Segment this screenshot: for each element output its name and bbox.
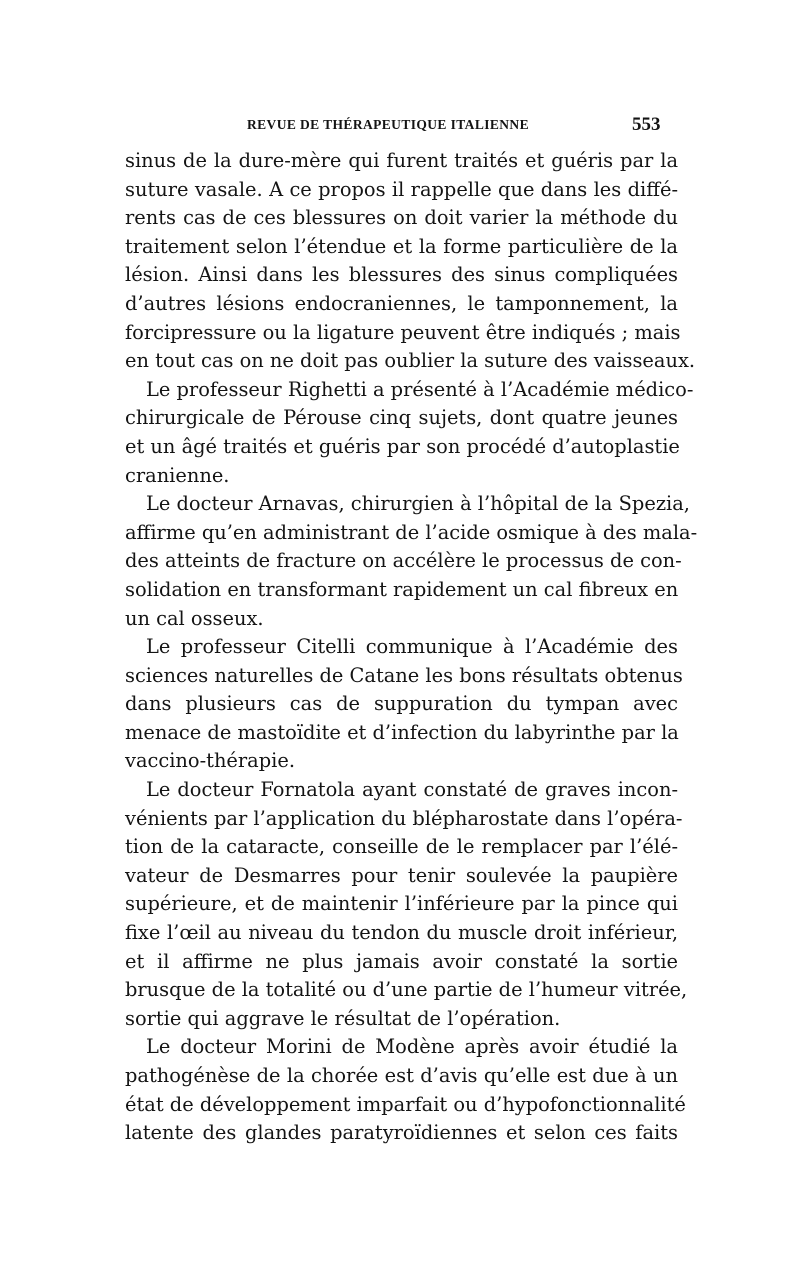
paragraph-first-line: Le docteur Morini de Modène après avoir étudié la (146, 1035, 678, 1059)
text-line: dans plusieurs cas de suppuration du tympan avec (125, 692, 678, 716)
text-line: traitement selon l’étendue et la forme particulière de la (125, 234, 678, 258)
text-line: pathogénèse de la chorée est d’avis qu’elle est due à un (125, 1064, 678, 1087)
text-line: des atteints de fracture on accélère le processus de con- (125, 549, 682, 573)
text-line: suture vasale. A ce propos il rappelle que dans les diffé- (125, 177, 678, 201)
text-line: d’autres lésions endocraniennes, le tamponnement, la (125, 291, 678, 315)
paragraph-last-line: un cal osseux. (125, 606, 264, 630)
text-line: menace de mastoïdite et d’infection du labyrinthe par la (125, 720, 679, 744)
text-line: fixe l’œil au niveau du tendon du muscle droit inférieur, (125, 921, 678, 945)
text-line: tion de la cataracte, conseille de le remplacer par l’élé- (125, 835, 678, 859)
text-line: sciences naturelles de Catane les bons résultats obtenus (125, 663, 683, 687)
text-line: chirurgicale de Pérouse cinq sujets, dont quatre jeunes (125, 406, 678, 430)
paragraph-first-line: Le docteur Arnavas, chirurgien à l’hôpital de la Spezia, (146, 492, 690, 516)
paragraph-first-line: Le professeur Righetti a présenté à l’Académie médico- (146, 377, 694, 401)
text-line: forcipressure ou la ligature peuvent être indiqués ; mais (125, 320, 681, 344)
page-number: 553 (632, 114, 661, 135)
paragraph-last-line: sortie qui aggrave le résultat de l’opération. (125, 1006, 561, 1030)
paragraph-last-line: vaccino-thérapie. (125, 749, 295, 773)
text-line: vénients par l’application du blépharostate dans l’opéra- (125, 806, 683, 830)
paragraph-last-line: cranienne. (125, 463, 230, 487)
paragraph-first-line: Le professeur Citelli communique à l’Académie des (146, 635, 678, 659)
body-text (125, 147, 698, 1148)
text-line: rents cas de ces blessures on doit varier la méthode du (125, 206, 678, 230)
text-line: en tout cas on ne doit pas oublier la suture des vaisseaux. (125, 349, 696, 373)
text-line: brusque de la totalité ou d’une partie de l’humeur vitrée, (125, 978, 688, 1002)
text-line: supérieure, et de maintenir l’inférieure par la pince qui (125, 892, 678, 916)
text-line: solidation en transformant rapidement un cal fibreux en (125, 577, 679, 601)
paragraph-first-line: Le docteur Fornatola ayant constaté de graves incon- (146, 778, 678, 802)
text-line: latente des glandes paratyroïdiennes et selon ces faits (125, 1121, 678, 1145)
text-line: sinus de la dure-mère qui furent traités et guéris par la (125, 149, 678, 172)
text-line: état de développement imparfait ou d’hypofonctionnalité (125, 1092, 686, 1116)
text-line: et il affirme ne plus jamais avoir constaté la sortie (125, 949, 678, 973)
running-title: REVUE DE THÉRAPEUTIQUE ITALIENNE (247, 117, 529, 132)
text-line: lésion. Ainsi dans les blessures des sinus compliquées (125, 263, 678, 287)
text-line: et un âgé traités et guéris par son procédé d’autoplastie (125, 434, 680, 458)
text-line: affirme qu’en administrant de l’acide osmique à des mala- (125, 520, 698, 544)
running-head (0, 114, 800, 139)
text-line: vateur de Desmarres pour tenir soulevée la paupière (125, 863, 678, 887)
